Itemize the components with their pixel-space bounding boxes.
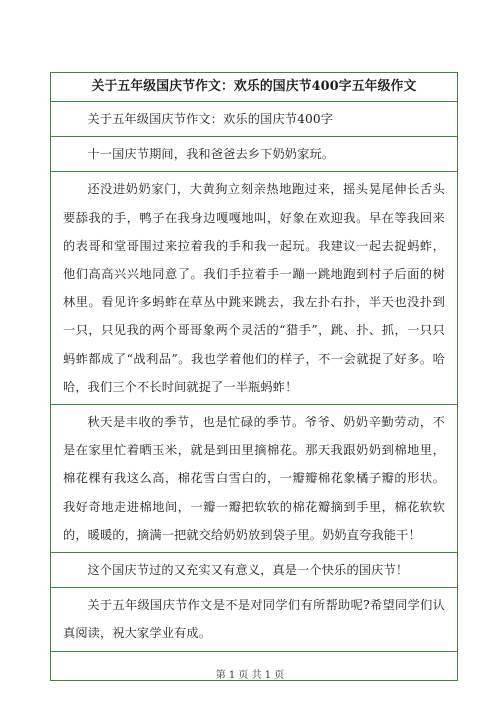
paragraph-subtitle: 关于五年级国庆节作文：欢乐的国庆节400字	[51, 101, 457, 136]
paragraph-conclusion: 这个国庆节过的又充实又有意义，真是一个快乐的国庆节！	[51, 552, 457, 587]
page-number: 第 1 页 共 1 页	[215, 670, 285, 681]
document-title: 关于五年级国庆节作文：欢乐的国庆节400字五年级作文	[91, 79, 417, 94]
paragraph-closing: 关于五年级国庆节作文是不是对同学们有所帮助呢?希望同学们认真阅读，祝大家学业有成。	[51, 587, 457, 650]
paragraph-intro: 十一国庆节期间，我和爸爸去乡下奶奶家玩。	[51, 136, 457, 171]
paragraph-cotton: 秋天是丰收的季节，也是忙碌的季节。爷爷、奶奶辛勤劳动，不是在家里忙着晒玉米，就是到田里摘棉花。那天我跟奶奶到棉地里，棉花棵有我这么高，棉花雪白雪白的，一瓣瓣棉花象橘子瓣的形状。我好奇地走进棉地间，一瓣一瓣把软软的棉花瓣摘到手里，棉花软软的，暖暖的，摘满一把就交给奶奶放到袋子里。奶奶直夸我能干！	[51, 404, 457, 552]
paragraph-grasshoppers: 还没进奶奶家门，大黄狗立刻亲热地跑过来，摇头晃尾伸长舌头要舔我的手，鸭子在我身边嘎嘎地叫，好象在欢迎我。早在等我回来的表哥和堂哥围过来拉着我的手和我一起玩。我建议一起去捉蚂蚱，他们高高兴兴地同意了。我们手拉着手一蹦一跳地跑到村子后面的树林里。看见许多蚂蚱在草丛中跳来跳去，我左扑右扑，半天也没扑到一只，只见我的两个哥哥象两个灵活的“猎手”，跳、扑、抓，一只只蚂蚱都成了“战利品”。我也学着他们的样子，不一会就捉了好多。哈哈，我们三个不长时间就捉了一半瓶蚂蚱！	[51, 171, 457, 404]
document-table	[50, 72, 458, 681]
